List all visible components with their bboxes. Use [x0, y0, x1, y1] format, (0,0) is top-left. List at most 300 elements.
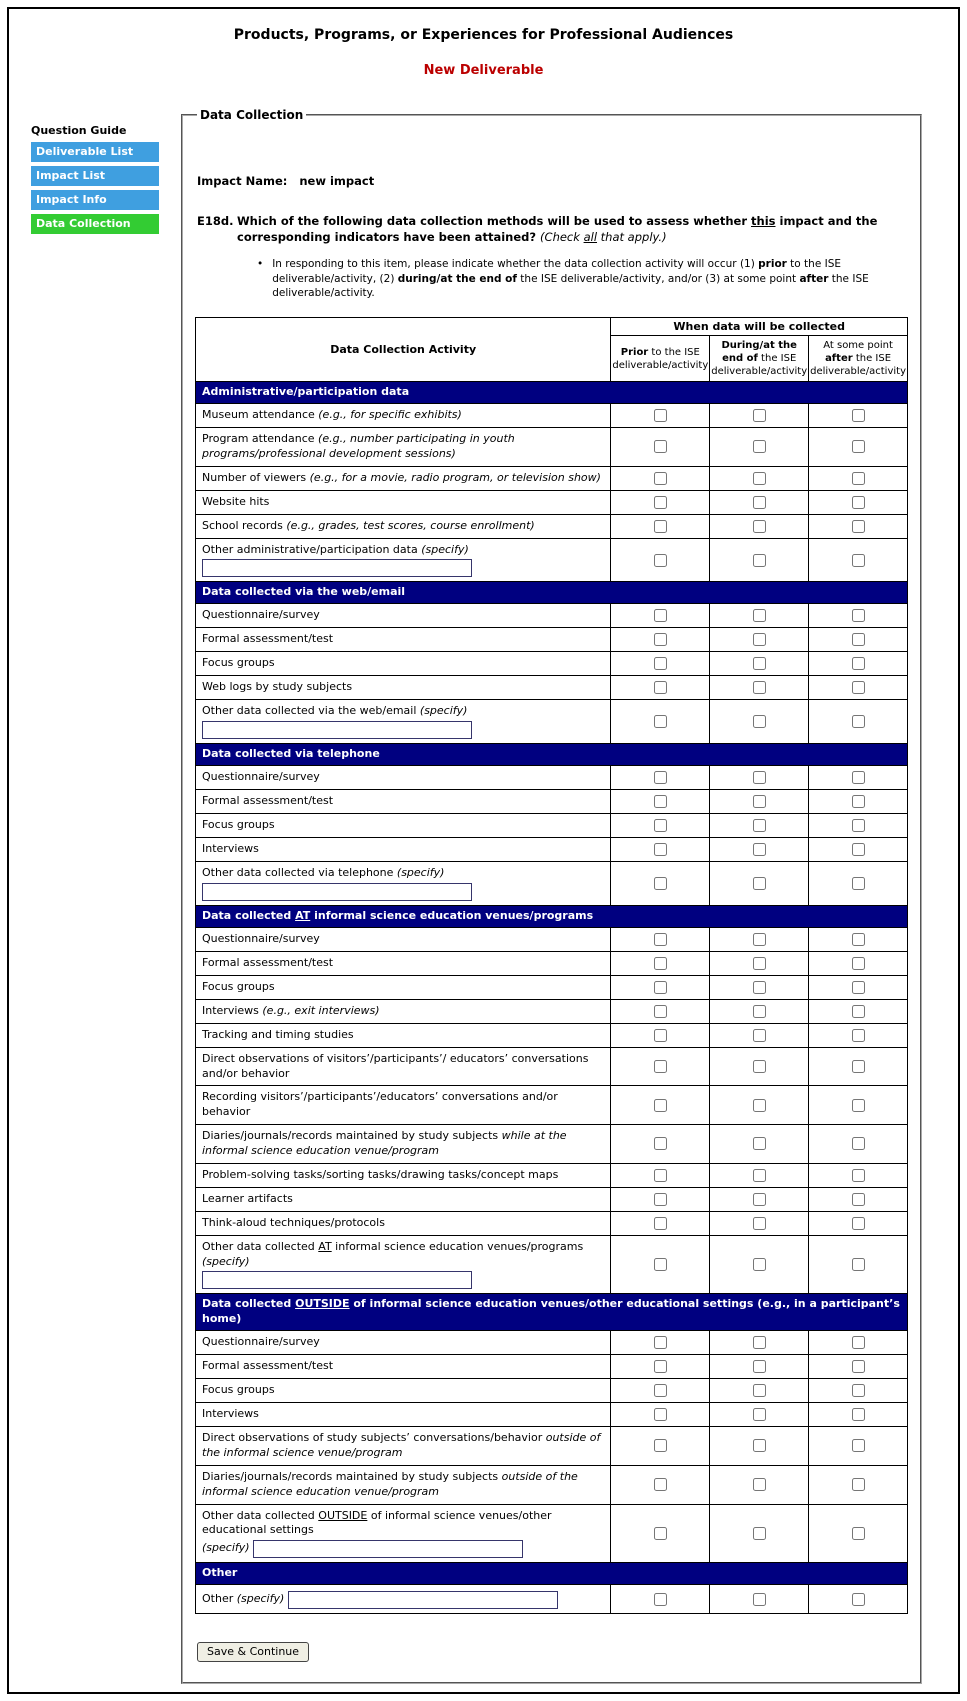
checkbox-after[interactable]: [852, 520, 865, 533]
checkbox-prior[interactable]: [654, 715, 667, 728]
text-segment: Prior: [620, 346, 649, 358]
checkbox-after[interactable]: [852, 771, 865, 784]
text-segment: (e.g., number participating in youth programs/professional development sessions): [202, 431, 515, 460]
activity-label-cell: [196, 1585, 611, 1614]
check-cell-during: [710, 538, 809, 582]
section-header-row: [196, 744, 908, 766]
specify-input[interactable]: [288, 1591, 558, 1609]
checkbox-prior[interactable]: [654, 795, 667, 808]
save-continue-button[interactable]: Save & Continue: [197, 1642, 309, 1662]
check-cell-prior: [611, 1379, 710, 1403]
checkbox-after[interactable]: [852, 1099, 865, 1112]
check-cell-after: [809, 466, 908, 490]
checkbox-prior[interactable]: [654, 981, 667, 994]
checkbox-after[interactable]: [852, 1258, 865, 1271]
checkbox-prior[interactable]: [654, 1258, 667, 1271]
checkbox-during[interactable]: [753, 843, 766, 856]
text-segment: Tracking and timing studies: [202, 1027, 354, 1041]
activity-label-cell: [196, 766, 611, 790]
fieldset-legend: Data Collection: [200, 108, 304, 122]
sidebar-item-impact-list[interactable]: Impact List: [31, 166, 159, 186]
text-segment: to the ISE deliverable/activity: [612, 346, 709, 371]
check-cell-prior: [611, 514, 710, 538]
text-segment: AT: [295, 908, 311, 922]
text-segment: At some point: [823, 340, 893, 352]
checkbox-prior[interactable]: [654, 1005, 667, 1018]
check-cell-during: [710, 1427, 809, 1466]
checkbox-during[interactable]: [753, 1193, 766, 1206]
checkbox-after[interactable]: [852, 409, 865, 422]
activity-label-cell: [196, 403, 611, 427]
text-segment: (specify): [396, 866, 445, 879]
checkbox-during[interactable]: [753, 819, 766, 832]
check-cell-prior: [611, 951, 710, 975]
check-cell-prior: [611, 1235, 710, 1294]
check-cell-after: [809, 652, 908, 676]
text-segment: Data collected via telephone: [202, 747, 380, 761]
check-cell-during: [710, 927, 809, 951]
data-collection-table-body: [196, 382, 908, 1614]
text-segment: the ISE deliverable/activity: [711, 353, 808, 378]
checkbox-during[interactable]: [753, 933, 766, 946]
check-cell-during: [710, 514, 809, 538]
activity-label-cell: [196, 1504, 611, 1563]
table-row: [196, 490, 908, 514]
text-segment: the ISE deliverable/activity.: [272, 272, 869, 300]
checkbox-prior[interactable]: [654, 957, 667, 970]
table-row: [196, 1125, 908, 1164]
check-cell-prior: [611, 427, 710, 466]
table-row: [196, 814, 908, 838]
checkbox-prior[interactable]: [654, 843, 667, 856]
text-segment: Other data collected via telephone: [202, 866, 397, 879]
check-cell-after: [809, 1047, 908, 1086]
checkbox-prior[interactable]: [654, 1408, 667, 1421]
checkbox-prior[interactable]: [654, 1360, 667, 1373]
table-row: [196, 999, 908, 1023]
text-segment: Which of the following data collection methods will be used to assess whether: [237, 214, 752, 228]
check-cell-prior: [611, 1086, 710, 1125]
checkbox-during[interactable]: [753, 520, 766, 533]
check-cell-after: [809, 628, 908, 652]
check-cell-during: [710, 790, 809, 814]
text-segment: Questionnaire/survey: [202, 931, 320, 945]
checkbox-during[interactable]: [753, 554, 766, 567]
checkbox-prior[interactable]: [654, 1593, 667, 1606]
table-row: [196, 1427, 908, 1466]
checkbox-prior[interactable]: [654, 1336, 667, 1349]
activity-label-cell: [196, 538, 611, 582]
text-segment: Interviews: [202, 1407, 259, 1421]
checkbox-during[interactable]: [753, 657, 766, 670]
checkbox-during[interactable]: [753, 1439, 766, 1452]
check-cell-prior: [611, 538, 710, 582]
checkbox-prior[interactable]: [654, 771, 667, 784]
text-segment: Formal assessment/test: [202, 794, 334, 808]
check-cell-prior: [611, 676, 710, 700]
checkbox-during[interactable]: [753, 440, 766, 453]
text-segment: (e.g., exit interviews): [262, 1003, 380, 1017]
check-cell-prior: [611, 1331, 710, 1355]
text-segment: Website hits: [202, 494, 270, 508]
checkbox-during[interactable]: [753, 1527, 766, 1540]
checkbox-after[interactable]: [852, 1005, 865, 1018]
text-segment: after: [825, 353, 853, 365]
checkbox-after[interactable]: [852, 496, 865, 509]
checkbox-after[interactable]: [852, 472, 865, 485]
checkbox-prior[interactable]: [654, 933, 667, 946]
activity-label-cell: [196, 652, 611, 676]
text-segment: Program attendance: [202, 431, 319, 445]
column-header-prior: [611, 336, 710, 382]
check-cell-after: [809, 862, 908, 906]
activity-label-cell: [196, 1023, 611, 1047]
checkbox-after[interactable]: [852, 1408, 865, 1421]
checkbox-during[interactable]: [753, 609, 766, 622]
checkbox-prior[interactable]: [654, 1439, 667, 1452]
checkbox-during[interactable]: [753, 957, 766, 970]
table-row: [196, 975, 908, 999]
checkbox-prior[interactable]: [654, 609, 667, 622]
section-header-row: [196, 1563, 908, 1585]
checkbox-after[interactable]: [852, 554, 865, 567]
checkbox-during[interactable]: [753, 1384, 766, 1397]
checkbox-during[interactable]: [753, 715, 766, 728]
section-header-cell: [196, 1294, 908, 1331]
check-cell-during: [710, 1585, 809, 1614]
text-segment: Data collected: [202, 908, 296, 922]
checkbox-after[interactable]: [852, 1137, 865, 1150]
section-header-cell: [196, 905, 908, 927]
sidebar-item-impact-info[interactable]: Impact Info: [31, 190, 159, 210]
checkbox-prior[interactable]: [654, 1193, 667, 1206]
check-cell-prior: [611, 927, 710, 951]
check-cell-after: [809, 1331, 908, 1355]
checkbox-during[interactable]: [753, 1029, 766, 1042]
table-row: [196, 951, 908, 975]
checkbox-after[interactable]: [852, 877, 865, 890]
text-segment: Problem-solving tasks/sorting tasks/drawing tasks/concept maps: [202, 1167, 559, 1181]
table-row: [196, 1023, 908, 1047]
activity-label-cell: [196, 604, 611, 628]
checkbox-prior[interactable]: [654, 1099, 667, 1112]
check-cell-during: [710, 1379, 809, 1403]
activity-label-cell: [196, 1403, 611, 1427]
check-cell-after: [809, 514, 908, 538]
check-cell-prior: [611, 862, 710, 906]
specify-input[interactable]: [202, 1271, 472, 1289]
checkbox-during[interactable]: [753, 1217, 766, 1230]
checkbox-after[interactable]: [852, 795, 865, 808]
checkbox-prior[interactable]: [654, 440, 667, 453]
checkbox-prior[interactable]: [654, 1527, 667, 1540]
activity-label-cell: [196, 1465, 611, 1504]
text-segment: that apply.): [597, 229, 667, 244]
checkbox-after[interactable]: [852, 681, 865, 694]
section-header-cell: [196, 744, 908, 766]
activity-label-cell: [196, 1211, 611, 1235]
check-cell-prior: [611, 1504, 710, 1563]
checkbox-during[interactable]: [753, 771, 766, 784]
impact-name-value: new impact: [299, 174, 375, 188]
check-cell-during: [710, 838, 809, 862]
specify-input[interactable]: [202, 721, 472, 739]
checkbox-during[interactable]: [753, 1258, 766, 1271]
table-row: [196, 1465, 908, 1504]
activity-label-cell: [196, 1125, 611, 1164]
table-row: [196, 514, 908, 538]
checkbox-after[interactable]: [852, 957, 865, 970]
check-cell-prior: [611, 1211, 710, 1235]
table-row: [196, 604, 908, 628]
check-cell-after: [809, 700, 908, 744]
activity-label-cell: [196, 676, 611, 700]
check-cell-during: [710, 700, 809, 744]
checkbox-prior[interactable]: [654, 1384, 667, 1397]
table-row: [196, 403, 908, 427]
check-cell-during: [710, 466, 809, 490]
specify-input[interactable]: [253, 1540, 523, 1558]
section-header-row: [196, 1294, 908, 1331]
check-cell-prior: [611, 766, 710, 790]
checkbox-after[interactable]: [852, 1360, 865, 1373]
table-row: [196, 700, 908, 744]
check-cell-during: [710, 1211, 809, 1235]
checkbox-after[interactable]: [852, 1527, 865, 1540]
checkbox-prior[interactable]: [654, 1137, 667, 1150]
impact-name-label: Impact Name:: [197, 174, 288, 188]
checkbox-prior[interactable]: [654, 1478, 667, 1491]
activity-label-cell: [196, 862, 611, 906]
activity-label-cell: [196, 927, 611, 951]
text-segment: Data collected via the web/email: [202, 585, 406, 599]
text-segment: Focus groups: [202, 818, 275, 832]
checkbox-during[interactable]: [753, 1360, 766, 1373]
check-cell-after: [809, 676, 908, 700]
check-cell-prior: [611, 490, 710, 514]
activity-label-cell: [196, 1379, 611, 1403]
check-cell-after: [809, 538, 908, 582]
checkbox-prior[interactable]: [654, 520, 667, 533]
question-guide-sidebar: [9, 108, 181, 238]
text-segment: the ISE deliverable/activity, and/or (3) at some point: [516, 272, 800, 285]
activity-label-cell: [196, 490, 611, 514]
check-cell-after: [809, 427, 908, 466]
checkbox-after[interactable]: [852, 843, 865, 856]
table-row: [196, 1047, 908, 1086]
checkbox-prior[interactable]: [654, 496, 667, 509]
text-segment: Other: [202, 1566, 238, 1580]
checkbox-after[interactable]: [852, 1384, 865, 1397]
text-segment: Learner artifacts: [202, 1191, 293, 1205]
checkbox-during[interactable]: [753, 496, 766, 509]
sidebar-items: [31, 142, 181, 234]
checkbox-during[interactable]: [753, 1169, 766, 1182]
checkbox-after[interactable]: [852, 1169, 865, 1182]
checkbox-during[interactable]: [753, 1005, 766, 1018]
text-segment: after: [799, 272, 829, 285]
check-cell-after: [809, 790, 908, 814]
checkbox-after[interactable]: [852, 633, 865, 646]
text-segment: this: [751, 214, 776, 228]
checkbox-prior[interactable]: [654, 554, 667, 567]
activity-label-cell: [196, 838, 611, 862]
activity-label-cell: [196, 951, 611, 975]
check-cell-after: [809, 1235, 908, 1294]
check-cell-during: [710, 1504, 809, 1563]
check-cell-during: [710, 766, 809, 790]
checkbox-during[interactable]: [753, 409, 766, 422]
checkbox-after[interactable]: [852, 440, 865, 453]
activity-label-cell: [196, 975, 611, 999]
activity-label-cell: [196, 1355, 611, 1379]
checkbox-during[interactable]: [753, 472, 766, 485]
check-cell-prior: [611, 1403, 710, 1427]
checkbox-after[interactable]: [852, 1439, 865, 1452]
check-cell-during: [710, 862, 809, 906]
text-segment: (e.g., for a movie, radio program, or television show): [309, 470, 601, 484]
checkbox-during[interactable]: [753, 877, 766, 890]
checkbox-prior[interactable]: [654, 657, 667, 670]
text-segment: (specify): [236, 1592, 288, 1606]
text-segment: Questionnaire/survey: [202, 608, 320, 622]
checkbox-during[interactable]: [753, 1060, 766, 1073]
checkbox-during[interactable]: [753, 1336, 766, 1349]
question-number: E18d.: [197, 214, 234, 228]
text-segment: (e.g., grades, test scores, course enrollment): [286, 518, 535, 532]
text-segment: School records: [202, 518, 287, 532]
check-cell-during: [710, 1023, 809, 1047]
table-row: [196, 766, 908, 790]
checkbox-after[interactable]: [852, 1193, 865, 1206]
check-cell-after: [809, 490, 908, 514]
check-cell-during: [710, 1235, 809, 1294]
text-segment: outside of the informal science education venue/program: [202, 1469, 578, 1498]
checkbox-during[interactable]: [753, 1137, 766, 1150]
checkbox-prior[interactable]: [654, 1169, 667, 1182]
check-cell-after: [809, 927, 908, 951]
checkbox-during[interactable]: [753, 681, 766, 694]
checkbox-during[interactable]: [753, 1478, 766, 1491]
text-segment: Data collected: [202, 1297, 296, 1311]
checkbox-prior[interactable]: [654, 472, 667, 485]
text-segment: During/at the end of: [721, 340, 797, 365]
check-cell-after: [809, 1125, 908, 1164]
checkbox-after[interactable]: [852, 1336, 865, 1349]
text-segment: In responding to this item, please indicate whether the data collection activity will occur (1): [272, 258, 759, 271]
table-row: [196, 1355, 908, 1379]
text-segment: (e.g., for specific exhibits): [318, 408, 462, 422]
checkbox-after[interactable]: [852, 609, 865, 622]
checkbox-after[interactable]: [852, 981, 865, 994]
check-cell-after: [809, 975, 908, 999]
check-cell-during: [710, 1331, 809, 1355]
check-cell-prior: [611, 1187, 710, 1211]
checkbox-prior[interactable]: [654, 877, 667, 890]
check-cell-during: [710, 652, 809, 676]
checkbox-after[interactable]: [852, 933, 865, 946]
check-cell-during: [710, 1086, 809, 1125]
checkbox-after[interactable]: [852, 1593, 865, 1606]
checkbox-after[interactable]: [852, 1217, 865, 1230]
instruction-bullet: [257, 257, 908, 301]
check-cell-during: [710, 403, 809, 427]
text-segment: Diaries/journals/records maintained by study subjects: [202, 1469, 502, 1483]
page-title: Products, Programs, or Experiences for Professional Audiences: [233, 27, 734, 43]
text-segment: Focus groups: [202, 979, 275, 993]
check-cell-prior: [611, 1355, 710, 1379]
checkbox-during[interactable]: [753, 795, 766, 808]
checkbox-after[interactable]: [852, 1478, 865, 1491]
data-collection-table: [195, 317, 908, 1614]
table-row: [196, 927, 908, 951]
sidebar-item-deliverable-list[interactable]: Deliverable List: [31, 142, 159, 162]
text-segment: Direct observations of study subjects’ conversations/behavior: [202, 1431, 546, 1445]
check-cell-during: [710, 604, 809, 628]
checkbox-prior[interactable]: [654, 1029, 667, 1042]
checkbox-after[interactable]: [852, 715, 865, 728]
checkbox-during[interactable]: [753, 981, 766, 994]
checkbox-prior[interactable]: [654, 409, 667, 422]
table-row: [196, 790, 908, 814]
text-segment: Museum attendance: [202, 408, 319, 422]
check-cell-during: [710, 999, 809, 1023]
text-segment: informal science education venues/programs: [310, 908, 594, 922]
question-text: [237, 214, 908, 245]
checkbox-prior[interactable]: [654, 681, 667, 694]
check-cell-during: [710, 1403, 809, 1427]
text-segment: Other data collected: [202, 1239, 319, 1253]
text-segment: all: [583, 229, 598, 244]
section-header-row: [196, 905, 908, 927]
text-segment: to the ISE deliverable/activity, (2): [272, 258, 842, 285]
table-row: [196, 1403, 908, 1427]
checkbox-during[interactable]: [753, 1593, 766, 1606]
text-segment: Questionnaire/survey: [202, 770, 320, 784]
text-segment: AT: [318, 1239, 332, 1253]
section-header-row: [196, 582, 908, 604]
specify-input[interactable]: [202, 559, 472, 577]
check-cell-prior: [611, 814, 710, 838]
check-cell-prior: [611, 1047, 710, 1086]
specify-input[interactable]: [202, 883, 472, 901]
text-segment: prior: [758, 258, 787, 271]
sidebar-item-data-collection[interactable]: Data Collection: [31, 214, 159, 234]
text-segment: during/at the end of: [397, 272, 517, 285]
checkbox-after[interactable]: [852, 1060, 865, 1073]
checkbox-during[interactable]: [753, 1408, 766, 1421]
check-cell-prior: [611, 1465, 710, 1504]
table-row: [196, 427, 908, 466]
check-cell-after: [809, 814, 908, 838]
content-area: [9, 108, 958, 1684]
check-cell-prior: [611, 652, 710, 676]
checkbox-after[interactable]: [852, 1029, 865, 1042]
checkbox-during[interactable]: [753, 1099, 766, 1112]
checkbox-during[interactable]: [753, 633, 766, 646]
checkbox-after[interactable]: [852, 819, 865, 832]
checkbox-prior[interactable]: [654, 819, 667, 832]
text-segment: Other data collected via the web/email: [202, 704, 420, 718]
text-segment: Recording visitors’/participants’/educators’ conversations and/or behavior: [202, 1090, 558, 1119]
checkbox-prior[interactable]: [654, 1217, 667, 1230]
checkbox-prior[interactable]: [654, 633, 667, 646]
checkbox-prior[interactable]: [654, 1060, 667, 1073]
check-cell-after: [809, 1355, 908, 1379]
checkbox-after[interactable]: [852, 657, 865, 670]
when-collected-header: When data will be collected: [611, 318, 908, 336]
table-header-row-1: [196, 318, 908, 336]
